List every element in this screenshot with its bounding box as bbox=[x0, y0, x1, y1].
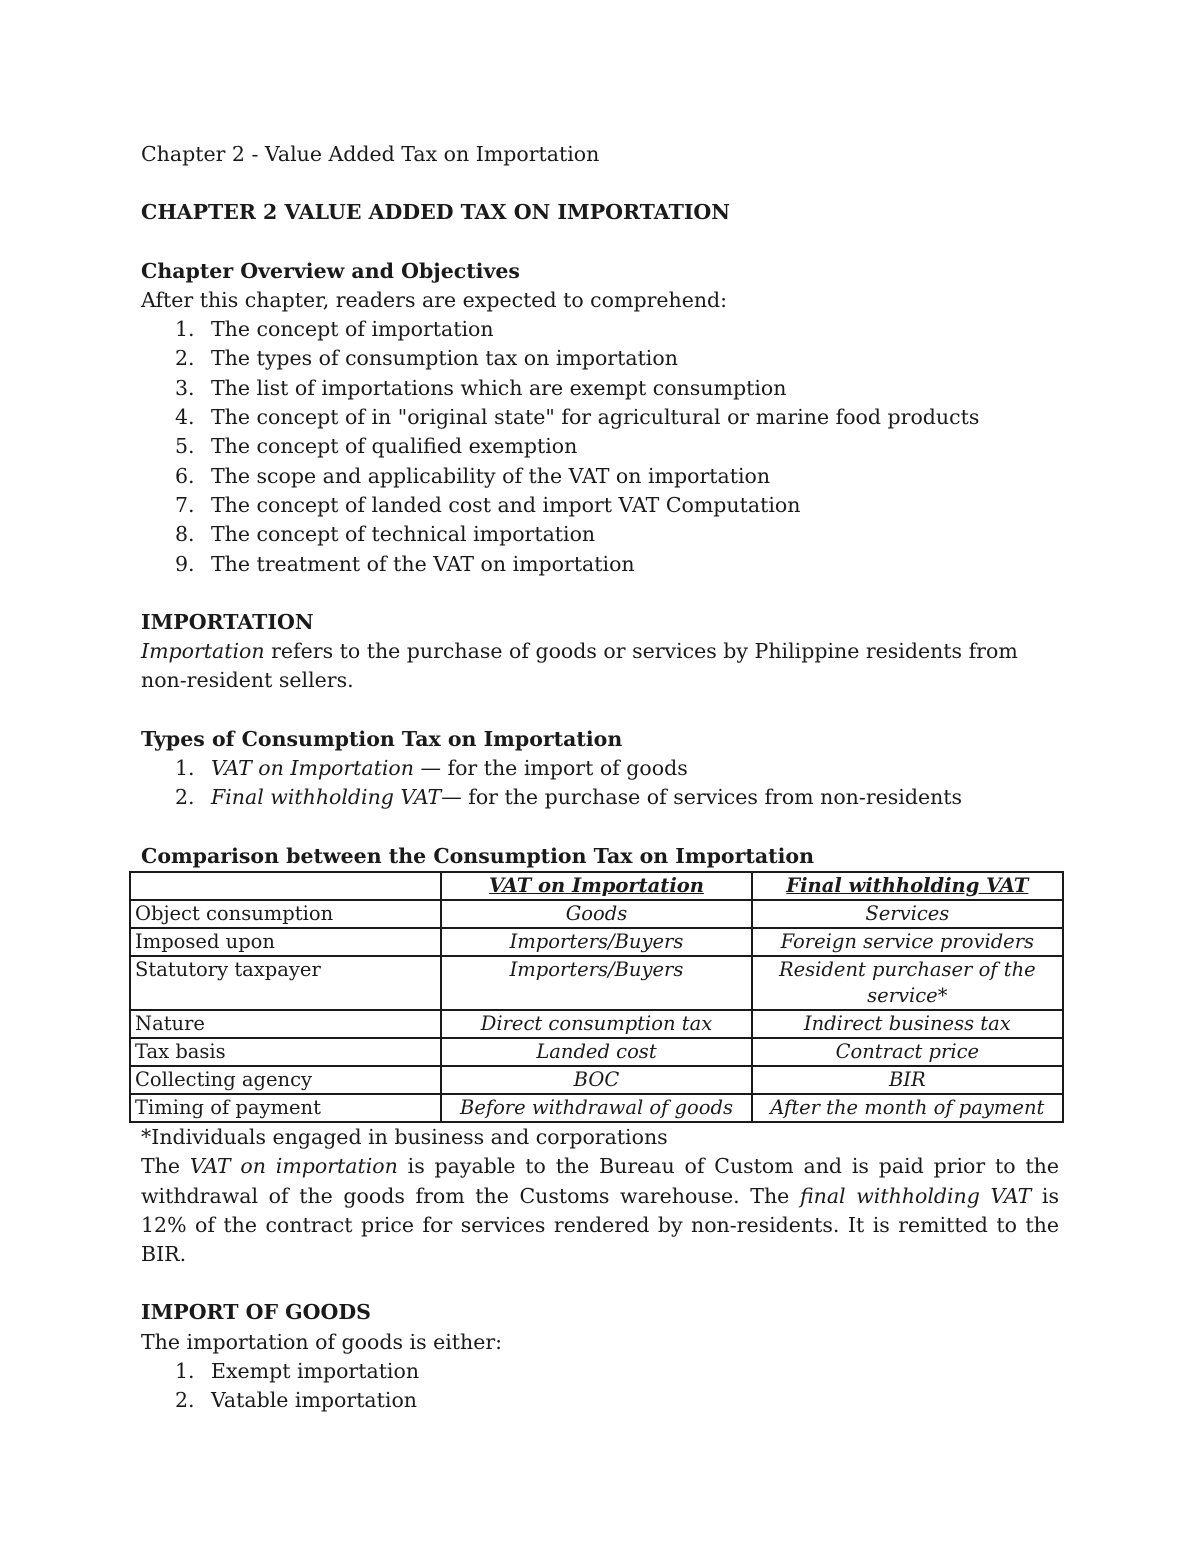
list-item: 1. Exempt importation bbox=[175, 1359, 420, 1384]
explanation-paragraph: The VAT on importation is payable to the Bureau of Custom and is paid prior to the withdrawal of the goods from the Customs warehouse. The final withholding VAT is 12% of the contract price for services rendered by non-residents. It is remitted to the BIR. bbox=[141, 1154, 1060, 1267]
table-header-row bbox=[130, 872, 1063, 900]
table-cell: BOC bbox=[441, 1066, 751, 1094]
table-cell: Services bbox=[752, 900, 1063, 928]
comparison-heading: Comparison between the Consumption Tax on Importation bbox=[141, 843, 814, 868]
table-cell: BIR bbox=[752, 1066, 1063, 1094]
table-cell: Goods bbox=[441, 900, 751, 928]
row-label: Timing of payment bbox=[130, 1094, 441, 1122]
table-cell: Resident purchaser of the service* bbox=[752, 956, 1063, 1010]
import-goods-list bbox=[141, 1357, 1059, 1416]
table-cell: Before withdrawal of goods bbox=[441, 1094, 751, 1122]
table-row bbox=[130, 928, 1063, 956]
comparison-table bbox=[129, 871, 1064, 1123]
table-cell: Importers/Buyers bbox=[441, 956, 751, 1010]
list-item: 9. The treatment of the VAT on importation bbox=[175, 551, 635, 576]
importation-definition: Importation refers to the purchase of goods or services by Philippine residents from non-resident sellers. bbox=[141, 639, 1018, 693]
table-row bbox=[130, 1094, 1063, 1122]
table-cell: Direct consumption tax bbox=[441, 1010, 751, 1038]
list-item: 1. VAT on Importation — for the import of goods bbox=[175, 756, 688, 781]
chapter-heading: CHAPTER 2 VALUE ADDED TAX ON IMPORTATION bbox=[141, 200, 731, 225]
list-item: 7. The concept of landed cost and import VAT Computation bbox=[175, 492, 801, 517]
table-row bbox=[130, 1038, 1063, 1066]
list-item: 8. The concept of technical importation bbox=[175, 522, 596, 547]
list-item: 3. The list of importations which are exempt consumption bbox=[175, 375, 787, 400]
table-footnote: *Individuals engaged in business and corporations bbox=[141, 1124, 668, 1149]
header-cell: VAT on Importation bbox=[441, 872, 751, 900]
table-row bbox=[130, 1066, 1063, 1094]
types-list bbox=[141, 754, 1059, 813]
importation-heading: IMPORTATION bbox=[141, 609, 314, 634]
row-label: Collecting agency bbox=[130, 1066, 441, 1094]
table-row bbox=[130, 900, 1063, 928]
row-label: Statutory taxpayer bbox=[130, 956, 441, 1010]
header-cell bbox=[130, 872, 441, 900]
types-heading: Types of Consumption Tax on Importation bbox=[141, 726, 623, 751]
overview-intro: After this chapter, readers are expected to comprehend: bbox=[141, 287, 728, 312]
table-cell: Landed cost bbox=[441, 1038, 751, 1066]
table-cell: Importers/Buyers bbox=[441, 928, 751, 956]
table-row bbox=[130, 956, 1063, 1010]
import-goods-intro: The importation of goods is either: bbox=[141, 1329, 503, 1354]
document-page bbox=[135, 140, 1060, 1416]
list-item: 4. The concept of in "original state" for agricultural or marine food products bbox=[175, 405, 980, 430]
table-cell: After the month of payment bbox=[752, 1094, 1063, 1122]
table-row bbox=[130, 1010, 1063, 1038]
list-item: 2. Final withholding VAT— for the purchase of services from non-residents bbox=[175, 785, 963, 810]
list-item: 5. The concept of qualified exemption bbox=[175, 434, 578, 459]
import-goods-heading: IMPORT OF GOODS bbox=[141, 1300, 371, 1325]
list-item: 6. The scope and applicability of the VAT on importation bbox=[175, 463, 771, 488]
table-cell: Indirect business tax bbox=[752, 1010, 1063, 1038]
table-cell: Contract price bbox=[752, 1038, 1063, 1066]
list-item: 1. The concept of importation bbox=[175, 317, 494, 342]
list-item: 2. Vatable importation bbox=[175, 1388, 417, 1413]
row-label: Nature bbox=[130, 1010, 441, 1038]
row-label: Imposed upon bbox=[130, 928, 441, 956]
table-cell: Foreign service providers bbox=[752, 928, 1063, 956]
row-label: Tax basis bbox=[130, 1038, 441, 1066]
row-label: Object consumption bbox=[130, 900, 441, 928]
header-cell: Final withholding VAT bbox=[752, 872, 1063, 900]
objectives-list bbox=[141, 315, 1059, 579]
document-title: Chapter 2 - Value Added Tax on Importation bbox=[141, 142, 600, 166]
list-item: 2. The types of consumption tax on importation bbox=[175, 346, 678, 371]
overview-heading: Chapter Overview and Objectives bbox=[141, 258, 520, 283]
